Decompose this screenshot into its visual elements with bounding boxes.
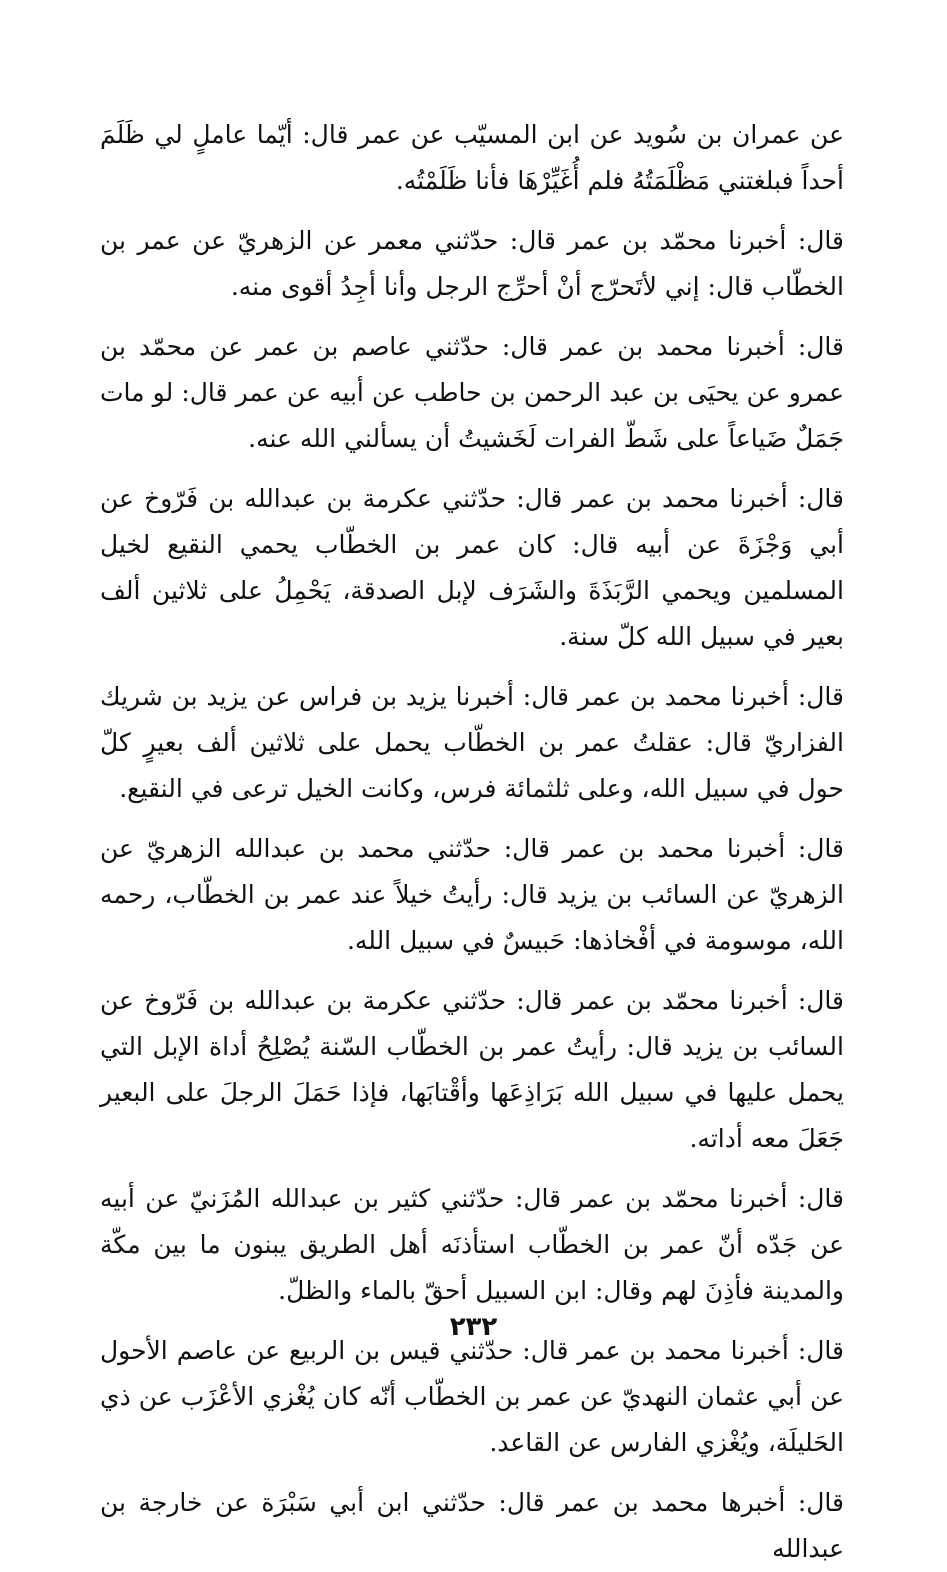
paragraph-1: عن عمران بن سُويد عن ابن المسيّب عن عمر قال: أيّما عاملٍ لي ظَلَمَ أحداً فبلغتني مَظْلَمَتُهُ فلم أُغَيِّرْهَا فأنا ظَلَمْتُه. xyxy=(100,120,844,195)
paragraph-3: قال: أخبرنا محمد بن عمر قال: حدّثني عاصم بن عمر عن محمّد بن عمرو عن يحيَى بن عبد الرحمن بن حاطب عن أبيه عن عمر قال: لو مات جَمَلٌ ضَياعاً على شَطّ الفرات لَخَشيتُ أن يسألني الله عنه. xyxy=(100,332,844,453)
page-number: ٢٣٢ xyxy=(449,1312,498,1342)
paragraph-10: قال: أخبرها محمد بن عمر قال: حدّثني ابن أبي سَبْرَة عن خارجة بن عبدالله xyxy=(100,1488,844,1563)
paragraph-7: قال: أخبرنا محمّد بن عمر قال: حدّثني عكرمة بن عبدالله بن فَرّوخ عن السائب بن يزيد قال: رأيتُ عمر بن الخطّاب السّنة يُصْلِحُ أداة الإبل التي يحمل عليها في سبيل الله بَرَاذِعَها وأقْتابَها، فإذا حَمَلَ الرجلَ على البعير جَعَلَ معه أداته. xyxy=(100,986,844,1153)
paragraph-5: قال: أخبرنا محمد بن عمر قال: أخبرنا يزيد بن فراس عن يزيد بن شريك الفزاريّ قال: عقلتُ عمر بن الخطّاب يحمل على ثلاثين ألف بعيرٍ كلّ حول في سبيل الله، وعلى ثلثمائة فرس، وكانت الخيل ترعى في النقيع. xyxy=(100,682,844,803)
paragraph-4: قال: أخبرنا محمد بن عمر قال: حدّثني عكرمة بن عبدالله بن فَرّوخ عن أبي وَجْزَةَ عن أبيه قال: كان عمر بن الخطّاب يحمي النقيع لخيل المسلمين ويحمي الرَّبَذَةَ والشَرَف لإبل الصدقة، يَحْمِلُ على ثلاثين ألف بعير في سبيل الله كلّ سنة. xyxy=(100,484,844,651)
paragraph-6: قال: أخبرنا محمد بن عمر قال: حدّثني محمد بن عبدالله الزهريّ عن الزهريّ عن السائب بن يزيد قال: رأيتُ خيلاً عند عمر بن الخطّاب، رحمه الله، موسومة في أفْخاذها: حَبيسٌ في سبيل الله. xyxy=(100,834,844,955)
paragraph-2: قال: أخبرنا محمّد بن عمر قال: حدّثني معمر عن الزهريّ عن عمر بن الخطّاب قال: إني لأتَحرّج أنْ أحرِّج الرجل وأنا أجِدُ أقوى منه. xyxy=(100,226,844,301)
paragraph-8: قال: أخبرنا محمّد بن عمر قال: حدّثني كثير بن عبدالله المُزَنيّ عن أبيه عن جَدّه أنّ عمر بن الخطّاب استأذنَه أهل الطريق يبنون ما بين مكّة والمدينة فأذِنَ لهم وقال: ابن السبيل أحقّ بالماء والظلّ. xyxy=(100,1184,844,1305)
paragraph-9: قال: أخبرنا محمد بن عمر قال: حدّثني قيس بن الربيع عن عاصم الأحول عن أبي عثمان النهديّ عن عمر بن الخطّاب أنّه كان يُغْزي الأعْزَب عن ذي الحَليلَة، ويُغْزي الفارس عن القاعد. xyxy=(100,1336,844,1457)
